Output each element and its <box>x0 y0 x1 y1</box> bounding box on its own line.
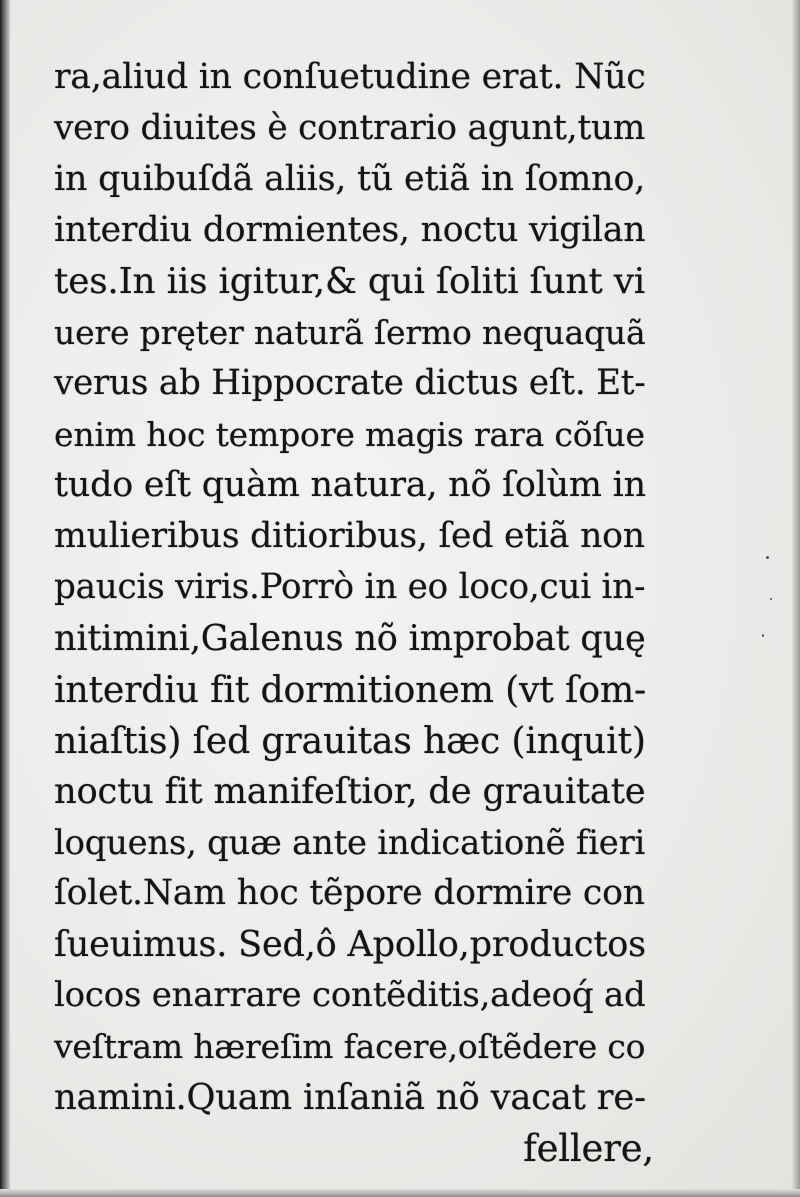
text-line-8: enim hoc tempore magis rara cõſue <box>54 415 645 454</box>
text-line-20: veſtram hæreſim facere,oſtẽdere co <box>54 1027 646 1066</box>
paper-speck <box>766 556 769 559</box>
text-line-12: nitimini,Galenus nõ improbat quę <box>54 618 646 659</box>
text-line-21: namini.Quam inſaniã nõ vacat re- <box>54 1077 646 1118</box>
body-text <box>54 52 654 1174</box>
text-line-6: uere pręter naturã ſermo nequaquã <box>54 313 646 352</box>
text-line-18: ſueuimus. Sed,ô Apollo,productos <box>54 924 646 965</box>
text-line-11: paucis viris.Porrò in eo loco,cui in- <box>54 567 646 607</box>
text-line-14: niaſtis) ſed grauitas hæc (inquit) <box>54 719 646 762</box>
catchword: fellere, <box>523 1127 654 1170</box>
text-line-16: loquens, quæ ante indicationẽ fieri <box>54 823 646 862</box>
paper-speck <box>762 634 764 637</box>
text-line-2: vero diuites è contrario agunt,tum <box>54 108 646 148</box>
text-line-19: locos enarrare contẽditis,adeoq́ ad <box>54 975 646 1015</box>
page-left-edge-shadow <box>0 0 10 1197</box>
text-line-13: interdiu fit dormitionem (vt ſom- <box>54 668 647 711</box>
text-line-17: ſolet.Nam hoc tẽpore dormire con <box>54 873 645 913</box>
page-right-edge <box>792 0 800 1197</box>
text-line-10: mulieribus ditioribus, ſed etiã non <box>54 516 645 556</box>
text-line-7: verus ab Hippocrate dictus eſt. Et- <box>54 363 646 403</box>
text-line-4: interdiu dormientes, noctu vigilan <box>54 210 646 250</box>
text-line-3: in quibuſdã aliis, tũ etiã in ſomno, <box>54 159 646 199</box>
text-line-9: tudo eſt quàm natura, nõ ſolùm in <box>54 465 646 505</box>
page-bottom-edge <box>0 1189 800 1197</box>
text-line-1: ra,aliud in conſuetudine erat. Nũc <box>54 57 646 97</box>
paper-speck <box>770 598 772 600</box>
text-line-15: noctu fit manifeſtior, de grauitate <box>54 771 646 812</box>
text-line-5: tes.In iis igitur,& qui ſoliti ſunt vi <box>54 261 646 302</box>
